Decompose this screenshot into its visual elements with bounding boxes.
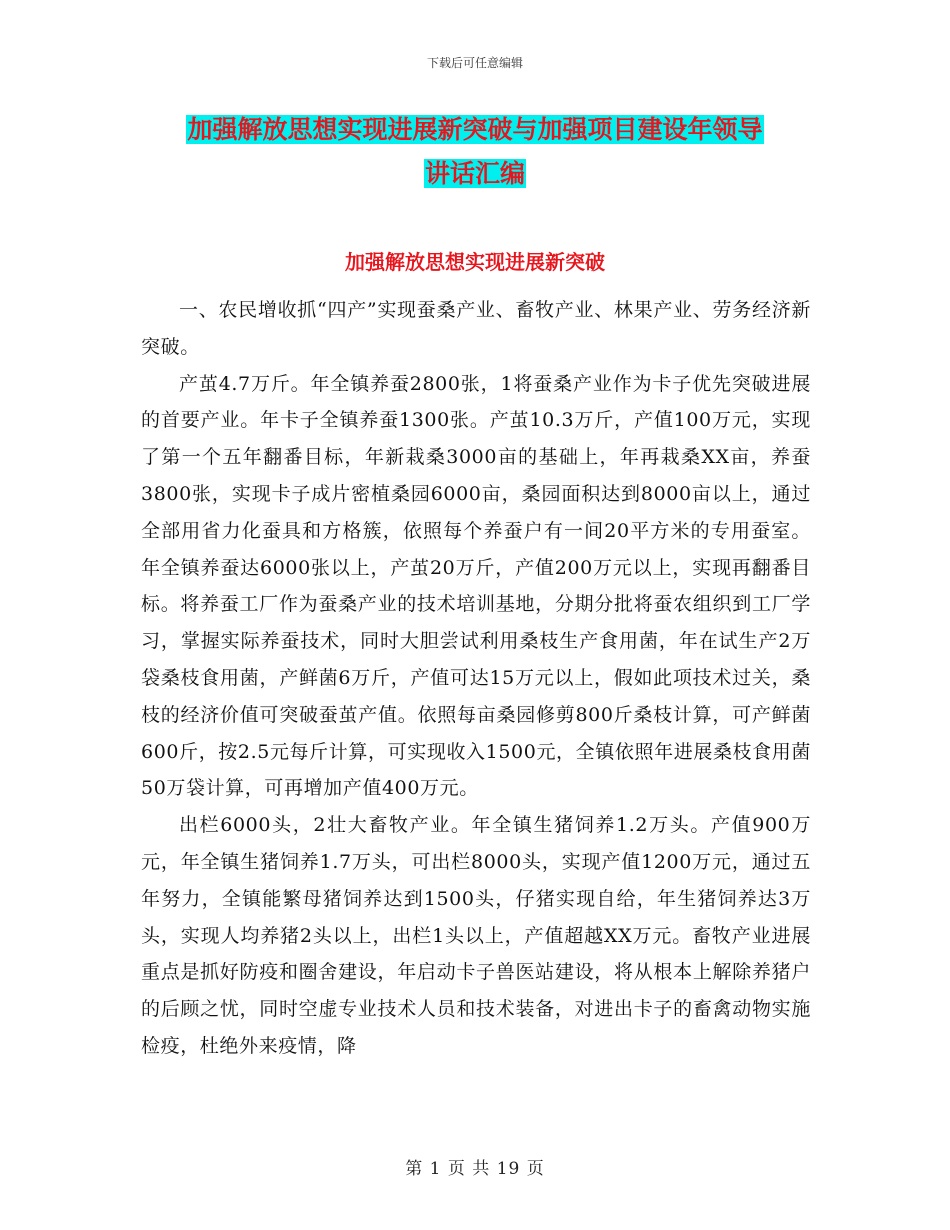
document-title-line-1: 加强解放思想实现进展新突破与加强项目建设年领导 (187, 115, 763, 144)
section-title: 加强解放思想实现进展新突破 (345, 250, 605, 274)
document-title (0, 108, 950, 196)
paragraph: 一、农民增收抓“四产”实现蚕桑产业、畜牧产业、林果产业、劳务经济新突破。 (141, 299, 811, 358)
document-body (141, 292, 811, 1065)
paragraph: 出栏6000头，2壮大畜牧产业。年全镇生猪饲养1.2万头。产值900万元，年全镇生猪饲养1.7万头，可出栏8000头，实现产值1200万元，通过五年努力，全镇能繁母猪饲养达到1500头，仔猪实现自给，年生猪饲养达3万头，实现人均养猪2头以上，出栏1头以上，产值超越XX万元。畜牧产业进展重点是抓好防疫和圈舍建设，年启动卡子兽医站建设，将从根本上解除养猪户的后顾之忧，同时空虚专业技术人员和技术装备，对进出卡子的畜禽动物实施检疫，杜绝外来疫情，降 (141, 814, 811, 1057)
document-title-line-2: 讲话汇编 (424, 159, 525, 188)
paragraph: 产茧4.7万斤。年全镇养蚕2800张，1将蚕桑产业作为卡子优先突破进展的首要产业。年卡子全镇养蚕1300张。产茧10.3万斤，产值100万元，实现了第一个五年翻番目标，年新栽桑3000亩的基础上，年再栽桑XX亩，养蚕3800张，实现卡子成片密植桑园6000亩，桑园面积达到8000亩以上，通过全部用省力化蚕具和方格簇，依照每个养蚕户有一间20平方米的专用蚕室。年全镇养蚕达6000张以上，产茧20万斤，产值200万元以上，实现再翻番目标。将养蚕工厂作为蚕桑产业的技术培训基地，分期分批将蚕农组织到工厂学习，掌握实际养蚕技术，同时大胆尝试利用桑枝生产食用菌，年在试生产2万袋桑枝食用菌，产鲜菌6万斤，产值可达15万元以上，假如此项技术过关，桑枝的经济价值可突破蚕茧产值。依照每亩桑园修剪800斤桑枝计算，可产鲜菌600斤，按2.5元每斤计算，可实现收入1500元，全镇依照年进展桑枝食用菌50万袋计算，可再增加产值400万元。 (141, 372, 811, 800)
page-header-note: 下载后可任意编辑 (426, 56, 523, 70)
page-number: 第 1 页 共 19 页 (405, 1159, 545, 1179)
